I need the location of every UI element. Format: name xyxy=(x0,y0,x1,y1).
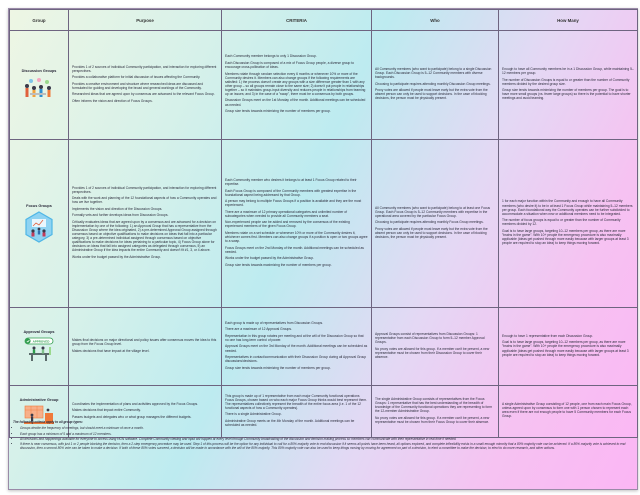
focus-team-hexagon-icon xyxy=(24,211,54,243)
group-structure-table xyxy=(9,9,638,438)
criteria-cell: This group is made up of 1 representative from each major Community functional operations Focus Groups, chosen based on who each major Focus Group thinks would best represent them. The representatives collectively represent the breadth of the entire focus area (i.e. 1 of the 12 functional aspects of how a Community operates). There is a single Administrative Group. Administrative Group meets on the 4th Monday of the month. Additional meetings can be scheduled as needed. xyxy=(222,386,372,438)
how-many-cell: A single Administrative Group consisting of 12 people, one from each main Focus Group, unless agreed upon by consensus to form one with 1 person chosen to represent each area even if there are not enough people to have 5 Community members for each Focus Group. xyxy=(499,386,638,438)
footer-intro: The following criteria apply to all group types: xyxy=(13,420,83,424)
governance-document xyxy=(8,8,638,490)
header-who: Who xyxy=(372,10,499,31)
purpose-cell: Makes final decisions on major directional and policy issues after consensus moves the idea to this group from the Focus Group level. Makes decisions that have impact at the village level. xyxy=(69,308,222,386)
table-row xyxy=(10,31,638,140)
header-purpose: Purpose xyxy=(69,10,222,31)
header-how-many: How Many xyxy=(499,10,638,31)
how-many-cell: Enough to have all Community members be in a 1 Discussion Group, while maintaining 5–12 members per group. The number of Discussion Groups is equal to or greater than the number of Community members divided by the desired group size. Group size tends towards minimizing the number of members per group. The goal is to have more small groups (vs. fewer large groups) so there is the potential to have shorter meetings and avoid teaming. xyxy=(499,31,638,140)
footer-item: • If there is near consensus, with just 1 or 2 people blocking the decision, then a 2-step emergency procedure may be used. Step 1 of this process will be the option for any individual to call for a 80% majority vote to end discussion if it seems all points have been heard, all options explored, and complete inflexibility exists in a small enough minority that a 80% majority vote can be achieved. If a 80% majority vote is achieved to end discussion, then a second 80% vote can be taken to make a decision. If both of these 80% votes succeed, a decision will be made in accordance with the will of the 80% majority. This 80% majority vote can also be used to keep things moving by moving for agreement on part of a decision, to elect a committee to make the decision, to elect to do more research, and other actions. xyxy=(20,442,633,451)
how-many-cell: 1 for each major function within the Community and enough to have all Community members (who desire it) to be in at least 1 Focus Group while maintaining 5–12 members per group. Each foundational way the Community operates can be further subdivided to accommodate a situation when new or additional members need to be integrated. The number of focus groups is equal to or greater than the number of Community members divided by 12. Goal is to have large groups, targeting 10–12 members per group, as there are more "brains in the game". With 10+ people the emergency procedure is also maximally applicable (ideas get pushed through more easily because with larger groups at least 3 people are required to stop an idea) to keep things moving forward. xyxy=(499,140,638,308)
footer-item: • All decisions and happenings available for everyone to access using HGN software. Complete Community viewing and input will happen at every level through Community broadcasting of the discussion and decision making process so members can communicate with their representative in real time if needed. xyxy=(20,437,633,441)
criteria-cell: Each group is made up of representatives from Discussion Groups. There are a maximum of 12 Approval Groups. Representation in this group rotates per meeting and at the will of the Discussion Group so that no one has long-term control of power. Approval Groups meet on the 3rd Monday of the month. Additional meetings can be scheduled as needed. Representatives in contact/communication with their Discussion Group during all Approval Group discussions/decisions. Group size tends towards minimizing the number of members per group. xyxy=(222,308,372,386)
group-name: Approval Groups xyxy=(23,329,55,334)
purpose-cell: Provides 1 of 2 sources of individual Community participation, and interaction for exploring different perspectives. Provides a collaborative platform for initial discussion of issues affecting the Community. Provides a creative environment and structure where researched ideas are discussed and formulated for guiding and developing the broad and general workings of the Community. Researched ideas that are agreed upon by consensus are advanced to the relevant Focus Group. Often informs the vision and direction of Focus Groups. xyxy=(69,31,222,140)
svg-text:APPROVED: APPROVED xyxy=(32,339,50,344)
criteria-cell: Each Community member belongs to only 1 Discussion Group. Each Discussion Group is composed of a mix of Focus Group people, a diverse group to encourage cross-pollination of ideas. Members rotate through random selection every 6 months or whenever 10% or more of the Community desires it. Members can also change groups if the following requirements are satisfied: 1) the process doesn't create any groups with a size difference greater than 1 with any other group – so all groups remain close to the same size; 2) doesn't put people in relationships together – so it maintains group-input diversity and reduces people in relationships from teaming up on issues; and 3) in the case of a "swap", there must be a consensus by both groups. Discussion Groups meet on the 1st Monday of the month. Additional meetings can be scheduled as needed. Group size tends towards minimizing the number of members per group. xyxy=(222,31,372,140)
who-cell: All Community members (who want to participate) belong to at least one Focus Group. Each Focus Group is 5–12 Community members with expertise in the operational area covered by the particular Focus Group. Choosing to participate requires attending monthly Focus Group meetings. Proxy votes are allowed if people must leave early but the extra vote from the absent person can only be used to support decisions. In the case of blocking decisions, the person must be physically present. xyxy=(372,140,499,308)
table-row xyxy=(10,140,638,308)
group-cell xyxy=(10,308,69,386)
purpose-cell: Provides 1 of 2 sources of individual Community participation, and interaction for exploring different perspectives. Deals with the work and planning of the 12 foundational aspects of how a Community operates and how we live together. Implements the vision and direction of the Discussion Groups. Formally vets and further develops ideas from Discussion Groups. Critically evaluates ideas that are agreed upon by a consensus and are advanced for a decision on implementation by one of the following: 1) an Approval Group that has a representative from the Discussion Group where the idea originated, 2) a pre-determined Approval Group assigned through consensus based on objective qualifications to make decisions on ideas that fall into a particular category, 3) a pre-determined individual assigned through consensus based on objective qualifications to make decisions for ideas pertaining to a particular topic, 4) Focus Group alone for decisions on ideas that fall into assigned categories as delegated through consensus, 5) an Administrative Group if the idea impacts the entire Community and doesn't fit #1, 3, or 4 above. Works under the budget passed by the Administrative Group. xyxy=(69,140,222,308)
footer-item: • Groups decide the frequency of meetings, but should meet a minimum of once a month. xyxy=(20,426,633,430)
group-cell xyxy=(10,31,69,140)
header-criteria: CRITERIA xyxy=(222,10,372,31)
table-row xyxy=(10,308,638,386)
approved-badge-icon xyxy=(23,337,55,363)
footer-list xyxy=(13,426,633,450)
who-cell: The single Administrative Group consists of representatives from the Focus Groups: 1 representative that has the best understanding of the breadth of knowledge of the Community functional operations they are representing to form the 12-member Administrative Group. No proxy votes are allowed for this group. If a member can't be present, a new representative must be chosen from their Focus Group to cover their absence. xyxy=(372,386,499,438)
people-discussion-icon xyxy=(22,77,56,101)
header-row xyxy=(10,10,638,31)
purpose-cell: Coordinates the implementation of plans and activities approved by the Focus Groups. Makes decisions that impact entire Community. Passes budgets and delegates who or what group manages the different budgets. xyxy=(69,386,222,438)
group-name: Focus Groups xyxy=(26,203,52,208)
footer-item: • Each group has a minimum of 5 and a maximum of 12 members. xyxy=(20,432,633,436)
criteria-cell: Each Community member who desires it belongs to at least 1 Focus Group related to their expertise. Each Focus Group is composed of the Community members with greatest expertise in the foundational aspect being addressed by that Group. A person may belong to multiple Focus Groups if a position is available and they are the most experienced. There are a maximum of 12 primary operational categories and unlimited number of subcategories when needed to provide all Community members a seat. Non-experienced people can be added and removed by the consensus of the existing experienced members of the given Focus Group. Members rotate on a set schedule or whenever 10% or more of the Community desires it, whichever comes first. Members can also change groups if a position is open or two groups agree to a swap. Focus Groups meet on the 2nd Monday of the month. Additional meetings can be scheduled as needed. Works under the budget passed by the Administrative Group. Group size tends towards maximizing the number of members per group. xyxy=(222,140,372,308)
how-many-cell: Enough to have 1 representative from each Discussion Group. Goal is to have large groups, targeting 10–12 members per group, as there are more "brains in the game". With 10+ people the emergency procedure is also maximally applicable (ideas get pushed through more easily because with larger groups at least 3 people are required to stop an idea) to keep things moving forward. xyxy=(499,308,638,386)
group-name: Discussion Groups xyxy=(21,69,57,74)
who-cell: All Community members (who want to participate) belong to a single Discussion Group. Each Discussion Group is 5–12 Community members with diverse backgrounds. Choosing to participate requires attending monthly Discussion Group meetings. Proxy votes are allowed if people must leave early but the extra vote from the absent person can only be used to support decisions. In the case of blocking decisions, the person must be physically present. xyxy=(372,31,499,140)
group-name: Administrative Group xyxy=(19,397,59,402)
who-cell: Approval Groups consist of representatives from Discussion Groups: 1 representative from each Discussion Group to form 5–12 member Approval Groups. No proxy votes are allowed for this group. If a member can't be present, a new representative must be chosen from their Discussion Group to cover their absence. xyxy=(372,308,499,386)
general-criteria-footer xyxy=(9,417,637,493)
group-cell xyxy=(10,140,69,308)
header-group: Group xyxy=(10,10,69,31)
